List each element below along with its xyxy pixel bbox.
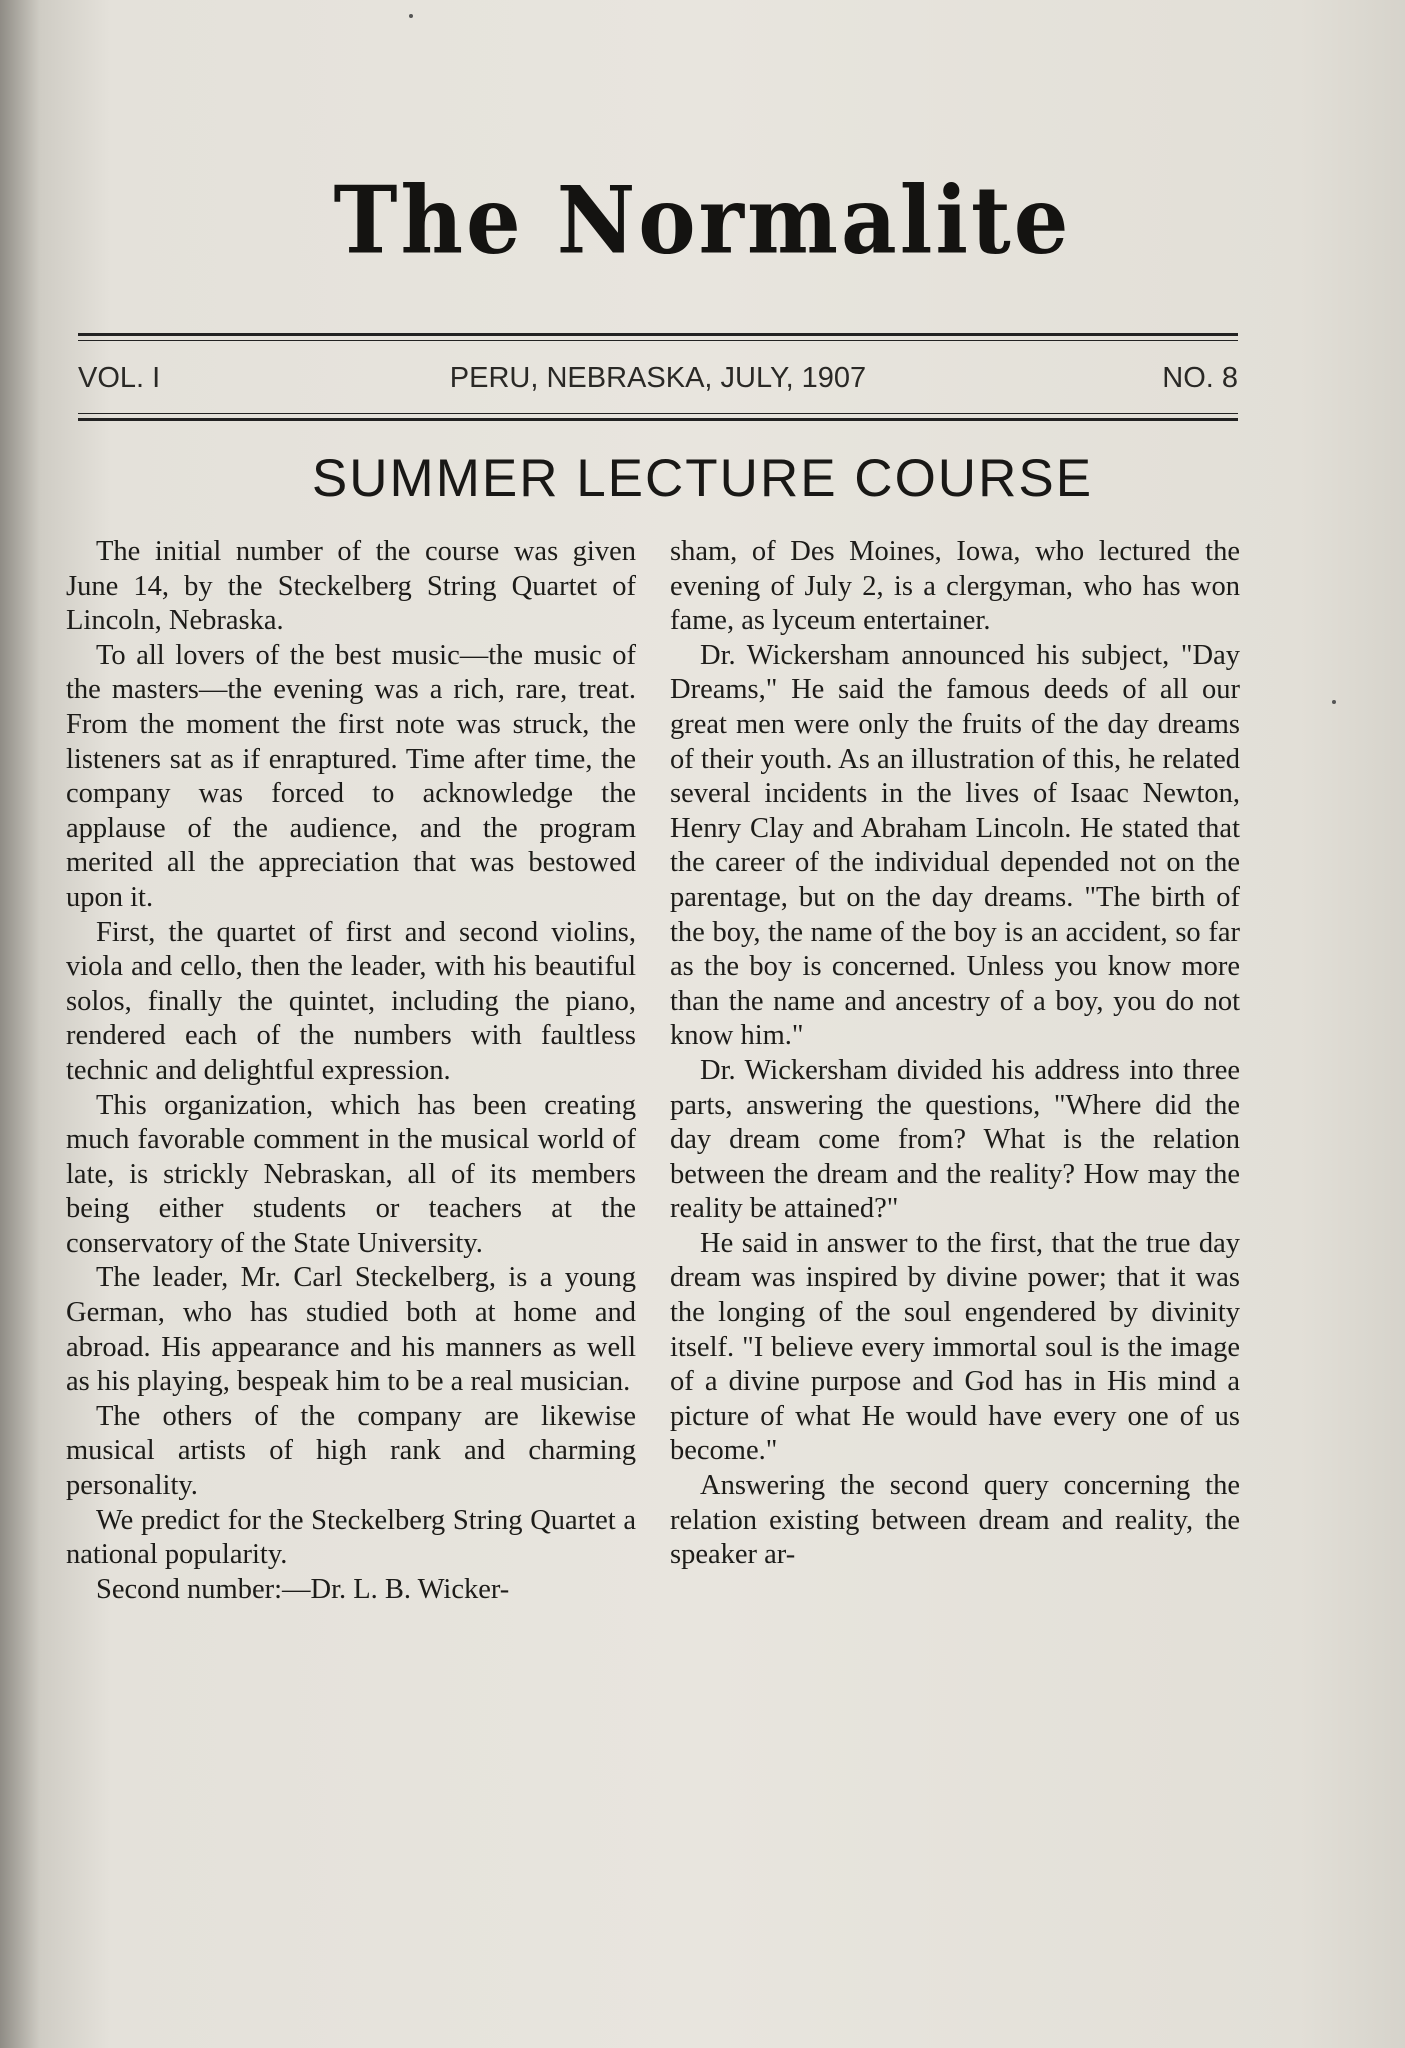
left-column [66,535,636,1607]
paragraph: This organization, which has been creating much favorable comment in the musical world of late, is strickly Nebraskan, all of its members being either students or teachers at the conservatory of the State University. [66,1089,636,1259]
paragraph: Answering the second query concerning the relation existing between dream and reality, the speaker ar- [670,1470,1240,1571]
article-headline: SUMMER LECTURE COURSE [311,449,1094,508]
print-speck [409,14,413,18]
paragraph: Dr. Wickersham announced his subject, "Day Dreams," He said the famous deeds of all our great men were only the fruits of the day dreams of their youth. As an illustration of this, he related several incidents in the lives of Isaac Newton, Henry Clay and Abraham Lincoln. He stated that the career of the individual depended not on the parentage, but on the day dreams. "The birth of the boy, the name of the boy is an accident, so far as the boy is concerned. Unless you know more than the name and ancestry of a boy, you do not know him." [670,639,1240,1052]
masthead-title: The Normalite [333,165,1072,276]
paragraph: He said in answer to the first, that the true day dream was inspired by divine power; that it was the longing of the soul engendered by divinity itself. "I believe every immortal soul is the image of a divine purpose and God has in His mind a picture of what He would have every one of us become." [670,1227,1240,1467]
volume-label: VOL. I [78,362,161,394]
place-date: PERU, NEBRASKA, JULY, 1907 [449,362,867,394]
paragraph: The leader, Mr. Carl Steckelberg, is a young German, who has studied both at home and abroad. His appearance and his manners as well as his playing, bespeak him to be a real musician. [66,1262,636,1398]
paragraph: We predict for the Steckelberg String Quartet a national popularity. [66,1504,636,1571]
paragraph: The others of the company are likewise musical artists of high rank and charming personality. [66,1400,636,1502]
masthead-rule-top [78,333,1238,336]
dateline-rule-thin [78,413,1238,414]
dateline-rule-bottom [78,418,1238,421]
paragraph: To all lovers of the best music—the music of the masters—the evening was a rich, rare, treat. From the moment the first note was struck, the listeners sat as if enraptured. Time after time, the company was forced to acknowledge the applause of the audience, and the program merited all the appreciation that was bestowed upon it. [66,639,636,913]
paragraph: First, the quartet of first and second violins, viola and cello, then the leader, with his beautiful solos, finally the quintet, including the piano, rendered each of the numbers with faultless technic and delightful expression. [66,916,636,1086]
dateline [78,362,1238,406]
print-speck [1332,700,1336,704]
paragraph: Dr. Wickersham divided his address into three parts, answering the questions, "Where did the day dream come from? What is the relation between the dream and the reality? How may the reality be attained?" [670,1054,1240,1225]
masthead [0,165,1405,276]
right-column [670,535,1240,1573]
issue-number: NO. 8 [1162,362,1238,394]
paragraph: The initial number of the course was given June 14, by the Steckelberg String Quartet of Lincoln, Nebraska. [66,536,636,637]
paragraph: sham, of Des Moines, Iowa, who lectured the evening of July 2, is a clergyman, who has won fame, as lyceum entertainer. [670,536,1240,637]
masthead-rule-top-thin [78,340,1238,341]
paragraph: Second number:—Dr. L. B. Wicker- [96,1573,510,1605]
